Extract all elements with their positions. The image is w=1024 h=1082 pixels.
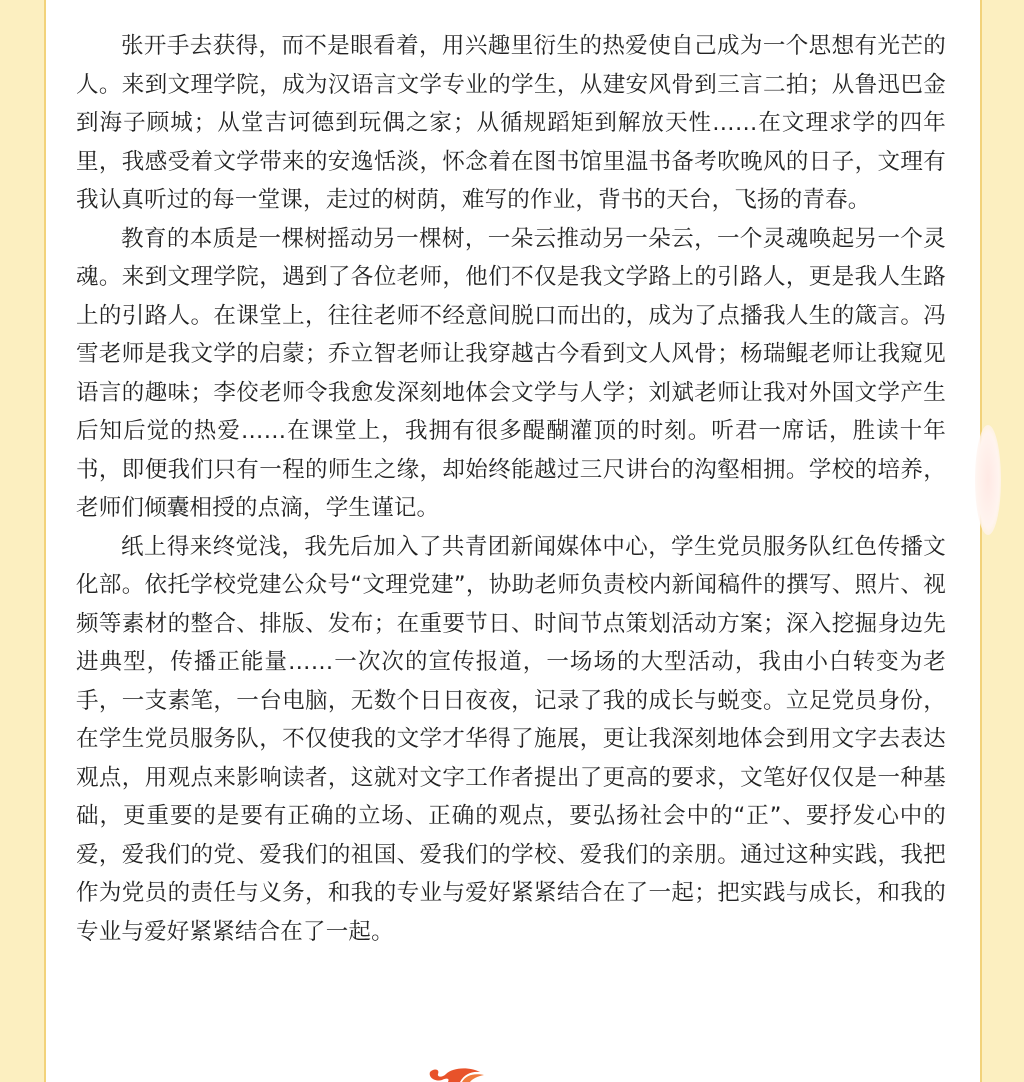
card-border-right [980, 0, 982, 1082]
article-body [76, 27, 946, 951]
page-margin-right [982, 0, 1024, 1082]
page-margin-left [0, 0, 44, 1082]
card-border-left [44, 0, 46, 1082]
side-decoration [975, 425, 1001, 535]
flame-ornament-icon [428, 1066, 488, 1082]
paragraph-2: 教育的本质是一棵树摇动另一棵树，一朵云推动另一朵云，一个灵魂唤起另一个灵魂。来到文理学院，遇到了各位老师，他们不仅是我文学路上的引路人，更是我人生路上的引路人。在课堂上，往往老师不经意间脱口而出的，成为了点播我人生的箴言。冯雪老师是我文学的启蒙；乔立智老师让我穿越古今看到文人风骨；杨瑞鲲老师让我窥见语言的趣味；李佼老师令我愈发深刻地体会文学与人学；刘斌老师让我对外国文学产生后知后觉的热爱……在课堂上，我拥有很多醍醐灌顶的时刻。听君一席话，胜读十年书，即便我们只有一程的师生之缘，却始终能越过三尺讲台的沟壑相拥。学校的培养，老师们倾囊相授的点滴，学生谨记。 [76, 225, 946, 521]
paragraph-3: 纸上得来终觉浅，我先后加入了共青团新闻媒体中心，学生党员服务队红色传播文化部。依托学校党建公众号“文理党建”，协助老师负责校内新闻稿件的撰写、照片、视频等素材的整合、排版、发布；在重要节日、时间节点策划活动方案；深入挖掘身边先进典型，传播正能量……一次次的宣传报道，一场场的大型活动，我由小白转变为老手，一支素笔，一台电脑，无数个日日夜夜，记录了我的成长与蜕变。立足党员身份，在学生党员服务队，不仅使我的文学才华得了施展，更让我深刻地体会到用文字去表达观点，用观点来影响读者，这就对文字工作者提出了更高的要求，文笔好仅仅是一种基础，更重要的是要有正确的立场、正确的观点，要弘扬社会中的“正”、要抒发心中的爱，爱我们的党、爱我们的祖国、爱我们的学校、爱我们的亲朋。通过这种实践，我把作为党员的责任与义务，和我的专业与爱好紧紧结合在了一起；把实践与成长，和我的专业与爱好紧紧结合在了一起。 [76, 533, 946, 945]
paragraph-1: 张开手去获得，而不是眼看着，用兴趣里衍生的热爱使自己成为一个思想有光芒的人。来到文理学院，成为汉语言文学专业的学生，从建安风骨到三言二拍；从鲁迅巴金到海子顾城；从堂吉诃德到玩偶之家；从循规蹈矩到解放天性……在文理求学的四年里，我感受着文学带来的安逸恬淡，怀念着在图书馆里温书备考吹晚风的日子，文理有我认真听过的每一堂课，走过的树荫，难写的作业，背书的天台，飞扬的青春。 [76, 33, 946, 213]
